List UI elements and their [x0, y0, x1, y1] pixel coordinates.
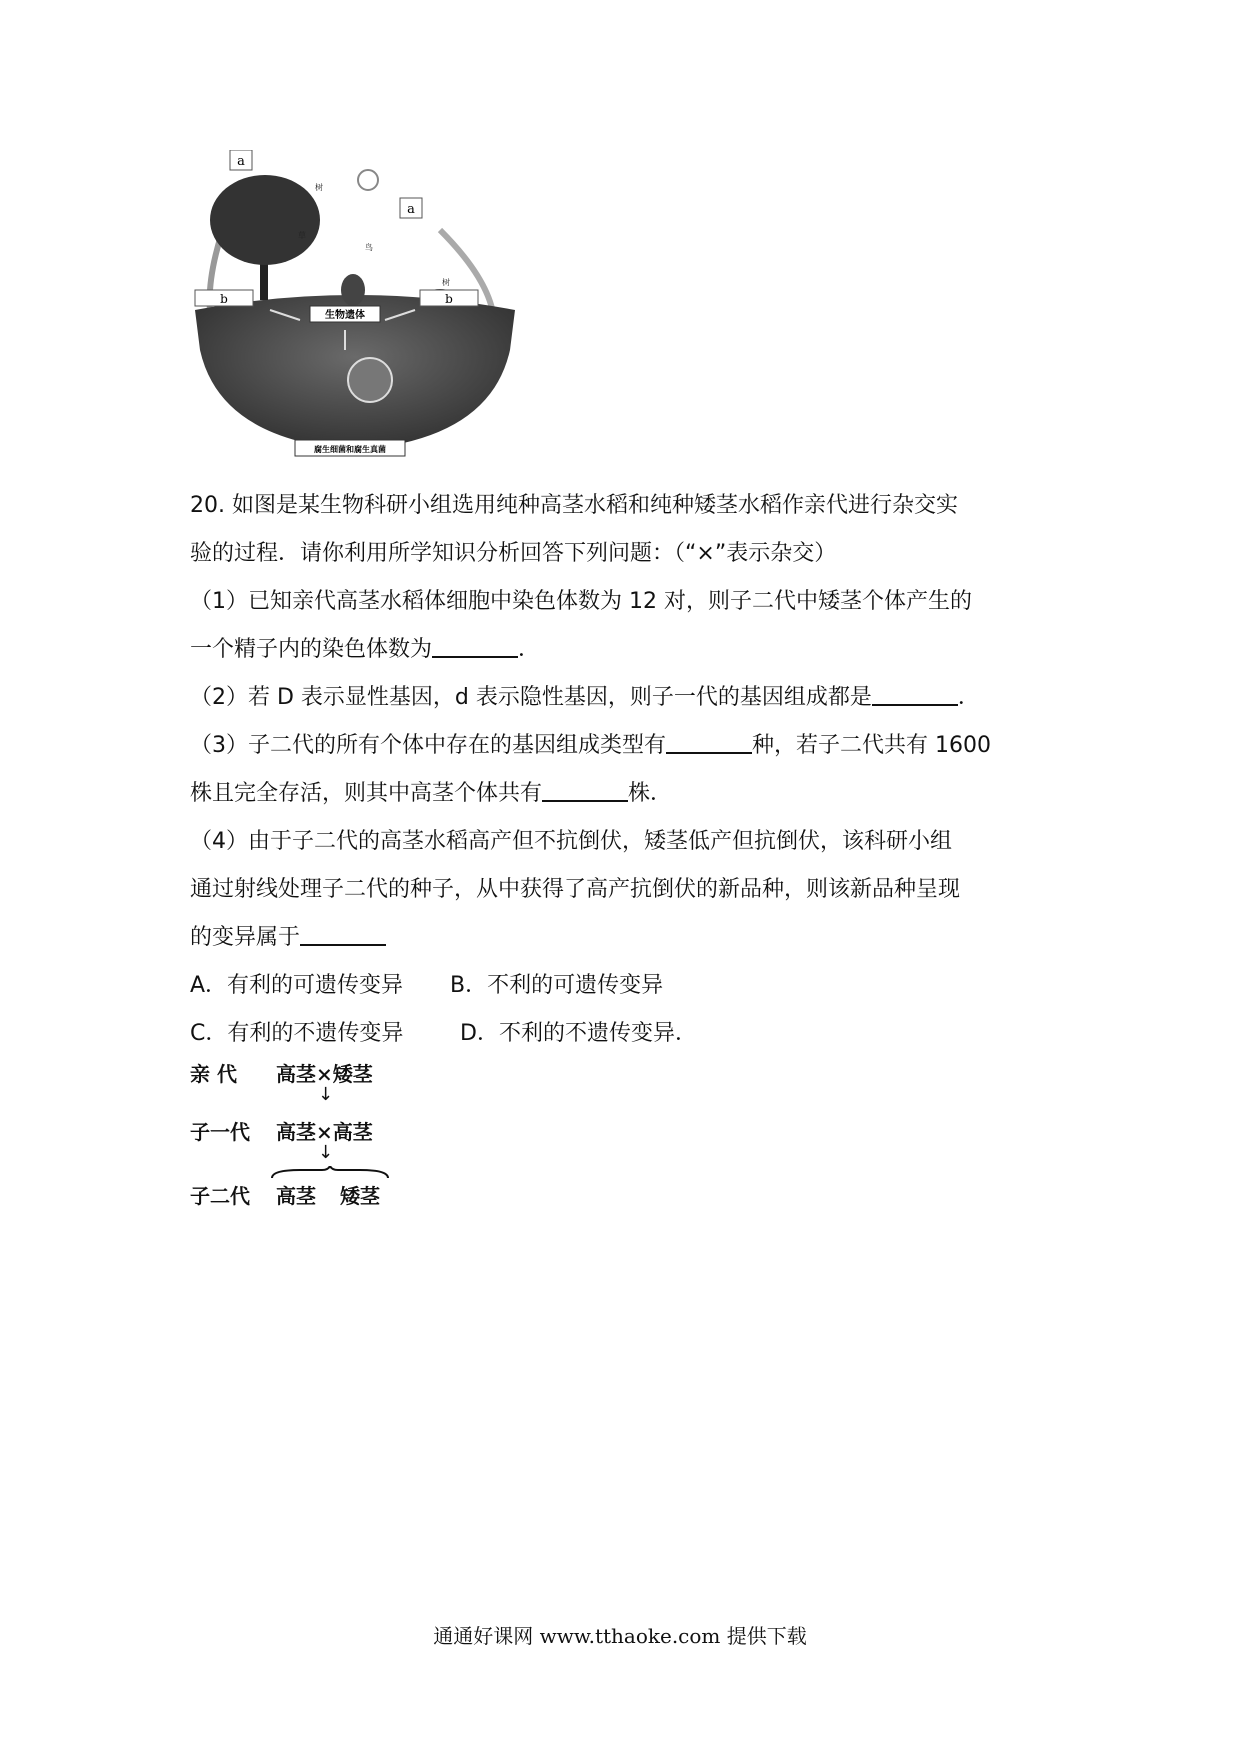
- ecosystem-figure: [190, 150, 520, 470]
- q4-line3: [190, 914, 1070, 962]
- question-stem-2: 验的过程．请你利用所学知识分析回答下列问题：（“×”表示杂交）: [190, 541, 837, 566]
- cross-row-2: [190, 1116, 373, 1145]
- cross-row-3: [190, 1180, 380, 1209]
- cross-diagram: [190, 1058, 400, 1218]
- q1-end: ．: [518, 637, 541, 662]
- options-row-2: [190, 1010, 1070, 1058]
- arrow-down-1: ↓: [318, 1084, 334, 1105]
- microbe-icon: [348, 358, 392, 402]
- answer-blank-2[interactable]: [872, 682, 958, 706]
- q4-line2: 通过射线处理子二代的种子，从中获得了高产抗倒伏的新品种，则该新品种呈现: [190, 877, 961, 902]
- q3-line2: [190, 770, 1070, 818]
- answer-blank-3[interactable]: [666, 730, 752, 754]
- row2-label: 子一代: [190, 1120, 250, 1144]
- q1-line1: （1）已知亲代高茎水稻体细胞中染色体数为 12 对，则子二代中矮茎个体产生的: [190, 589, 972, 614]
- brace: [270, 1166, 390, 1180]
- q3-line2-text: 株且完全存活，则其中高茎个体共有: [190, 781, 543, 806]
- tree-icon: [210, 175, 320, 265]
- q2-line: [190, 674, 1070, 722]
- label-grass: 草: [298, 231, 306, 240]
- row3-left: 高茎: [276, 1184, 316, 1208]
- option-c[interactable]: C．有利的不遗传变异: [190, 1021, 404, 1046]
- q4-line3-text: 的变异属于: [190, 925, 301, 950]
- q4-line1: （4）由于子二代的高茎水稻高产但不抗倒伏，矮茎低产但抗倒伏，该科研小组: [190, 829, 952, 854]
- q1-line2: [190, 626, 1070, 674]
- footer-text: 通通好课网 www.tthaoke.com 提供下载: [433, 1624, 807, 1648]
- label-tree-2: 树: [442, 278, 450, 287]
- row1-text: 高茎×矮茎: [276, 1062, 373, 1086]
- q1-text: 一个精子内的染色体数为: [190, 637, 433, 662]
- bottom-box-text: 腐生细菌和腐生真菌: [314, 444, 386, 454]
- sun-icon: [358, 170, 378, 190]
- center-box-text: 生物遗体: [325, 310, 365, 321]
- row1-label: 亲 代: [190, 1062, 237, 1086]
- row2-text: 高茎×高茎: [276, 1120, 373, 1144]
- answer-blank-1[interactable]: [432, 634, 518, 658]
- label-a-text: a: [237, 154, 245, 169]
- row3-right: 矮茎: [340, 1184, 380, 1208]
- answer-blank-4[interactable]: [542, 778, 628, 802]
- label-b-text: b: [220, 292, 228, 306]
- q3-line2-end: 株．: [628, 781, 673, 806]
- q3-line1: [190, 722, 1070, 770]
- label-tree: 树: [315, 183, 323, 192]
- label-b2-text: b: [445, 292, 453, 306]
- q3-text-a: （3）子二代的所有个体中存在的基因组成类型有: [190, 733, 666, 758]
- options-row-1: [190, 962, 1070, 1010]
- q2-end: ．: [957, 685, 980, 710]
- option-b[interactable]: B．不利的可遗传变异: [450, 973, 664, 998]
- q3-text-b: 种，若子二代共有 1600: [752, 733, 991, 758]
- option-a[interactable]: A．有利的可遗传变异: [190, 973, 404, 998]
- label-a2-text: a: [407, 202, 415, 217]
- question-block: [190, 482, 1070, 1058]
- option-d[interactable]: D．不利的不遗传变异．: [460, 1021, 697, 1046]
- answer-blank-5[interactable]: [300, 922, 386, 946]
- question-stem-1: 20. 如图是某生物科研小组选用纯种高茎水稻和纯种矮茎水稻作亲代进行杂交实: [190, 493, 958, 518]
- arrow-down-2: ↓: [318, 1142, 334, 1163]
- row3-label: 子二代: [190, 1184, 250, 1208]
- q2-text: （2）若 D 表示显性基因，d 表示隐性基因，则子一代的基因组成都是: [190, 685, 872, 710]
- cross-row-1: [190, 1058, 373, 1087]
- rabbit-icon: [341, 274, 365, 306]
- label-bird: 鸟: [365, 243, 373, 252]
